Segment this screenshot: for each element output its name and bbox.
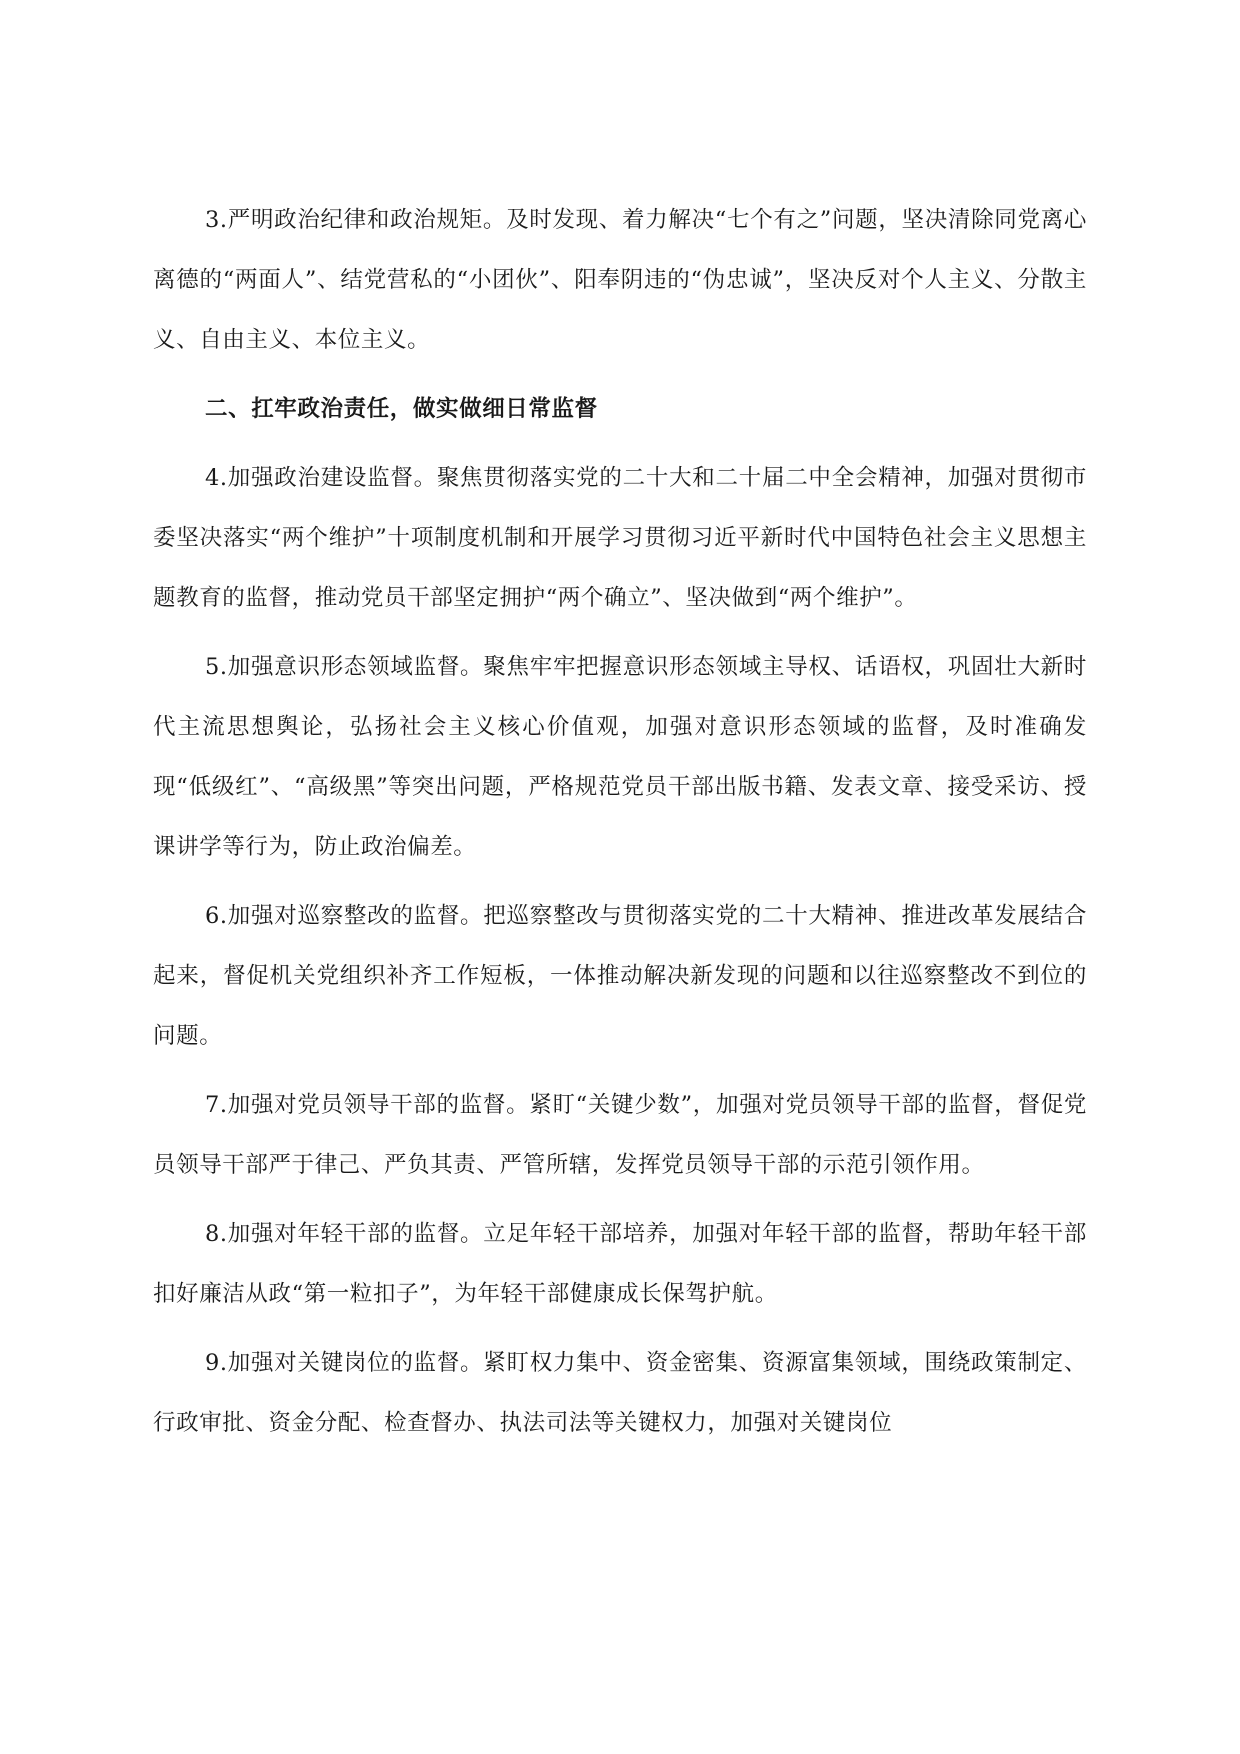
- paragraph-9: 9.加强对关键岗位的监督。紧盯权力集中、资金密集、资源富集领域，围绕政策制定、行政审批、资金分配、检查督办、执法司法等关键权力，加强对关键岗位: [153, 1350, 1087, 1436]
- document-page: [153, 190, 1087, 1453]
- paragraph-5: 5.加强意识形态领域监督。聚焦牢牢把握意识形态领域主导权、话语权，巩固壮大新时代主流思想舆论，弘扬社会主义核心价值观，加强对意识形态领域的监督，及时准确发现“低级红”、“高级黑”等突出问题，严格规范党员干部出版书籍、发表文章、接受采访、授课讲学等行为，防止政治偏差。: [153, 654, 1087, 860]
- section-heading-2: 二、扛牢政治责任，做实做细日常监督: [205, 396, 598, 422]
- paragraph-8: 8.加强对年轻干部的监督。立足年轻干部培养，加强对年轻干部的监督，帮助年轻干部扣好廉洁从政“第一粒扣子”，为年轻干部健康成长保驾护航。: [153, 1221, 1087, 1307]
- paragraph-7: 7.加强对党员领导干部的监督。紧盯“关键少数”，加强对党员领导干部的监督，督促党员领导干部严于律己、严负其责、严管所辖，发挥党员领导干部的示范引领作用。: [153, 1092, 1087, 1178]
- paragraph-4: 4.加强政治建设监督。聚焦贯彻落实党的二十大和二十届二中全会精神，加强对贯彻市委坚决落实“两个维护”十项制度机制和开展学习贯彻习近平新时代中国特色社会主义思想主题教育的监督，推动党员干部坚定拥护“两个确立”、坚决做到“两个维护”。: [153, 465, 1087, 611]
- paragraph-3: 3.严明政治纪律和政治规矩。及时发现、着力解决“七个有之”问题，坚决清除同党离心离德的“两面人”、结党营私的“小团伙”、阳奉阴违的“伪忠诚”，坚决反对个人主义、分散主义、自由主义、本位主义。: [153, 207, 1087, 353]
- paragraph-6: 6.加强对巡察整改的监督。把巡察整改与贯彻落实党的二十大精神、推进改革发展结合起来，督促机关党组织补齐工作短板，一体推动解决新发现的问题和以往巡察整改不到位的问题。: [153, 903, 1087, 1049]
